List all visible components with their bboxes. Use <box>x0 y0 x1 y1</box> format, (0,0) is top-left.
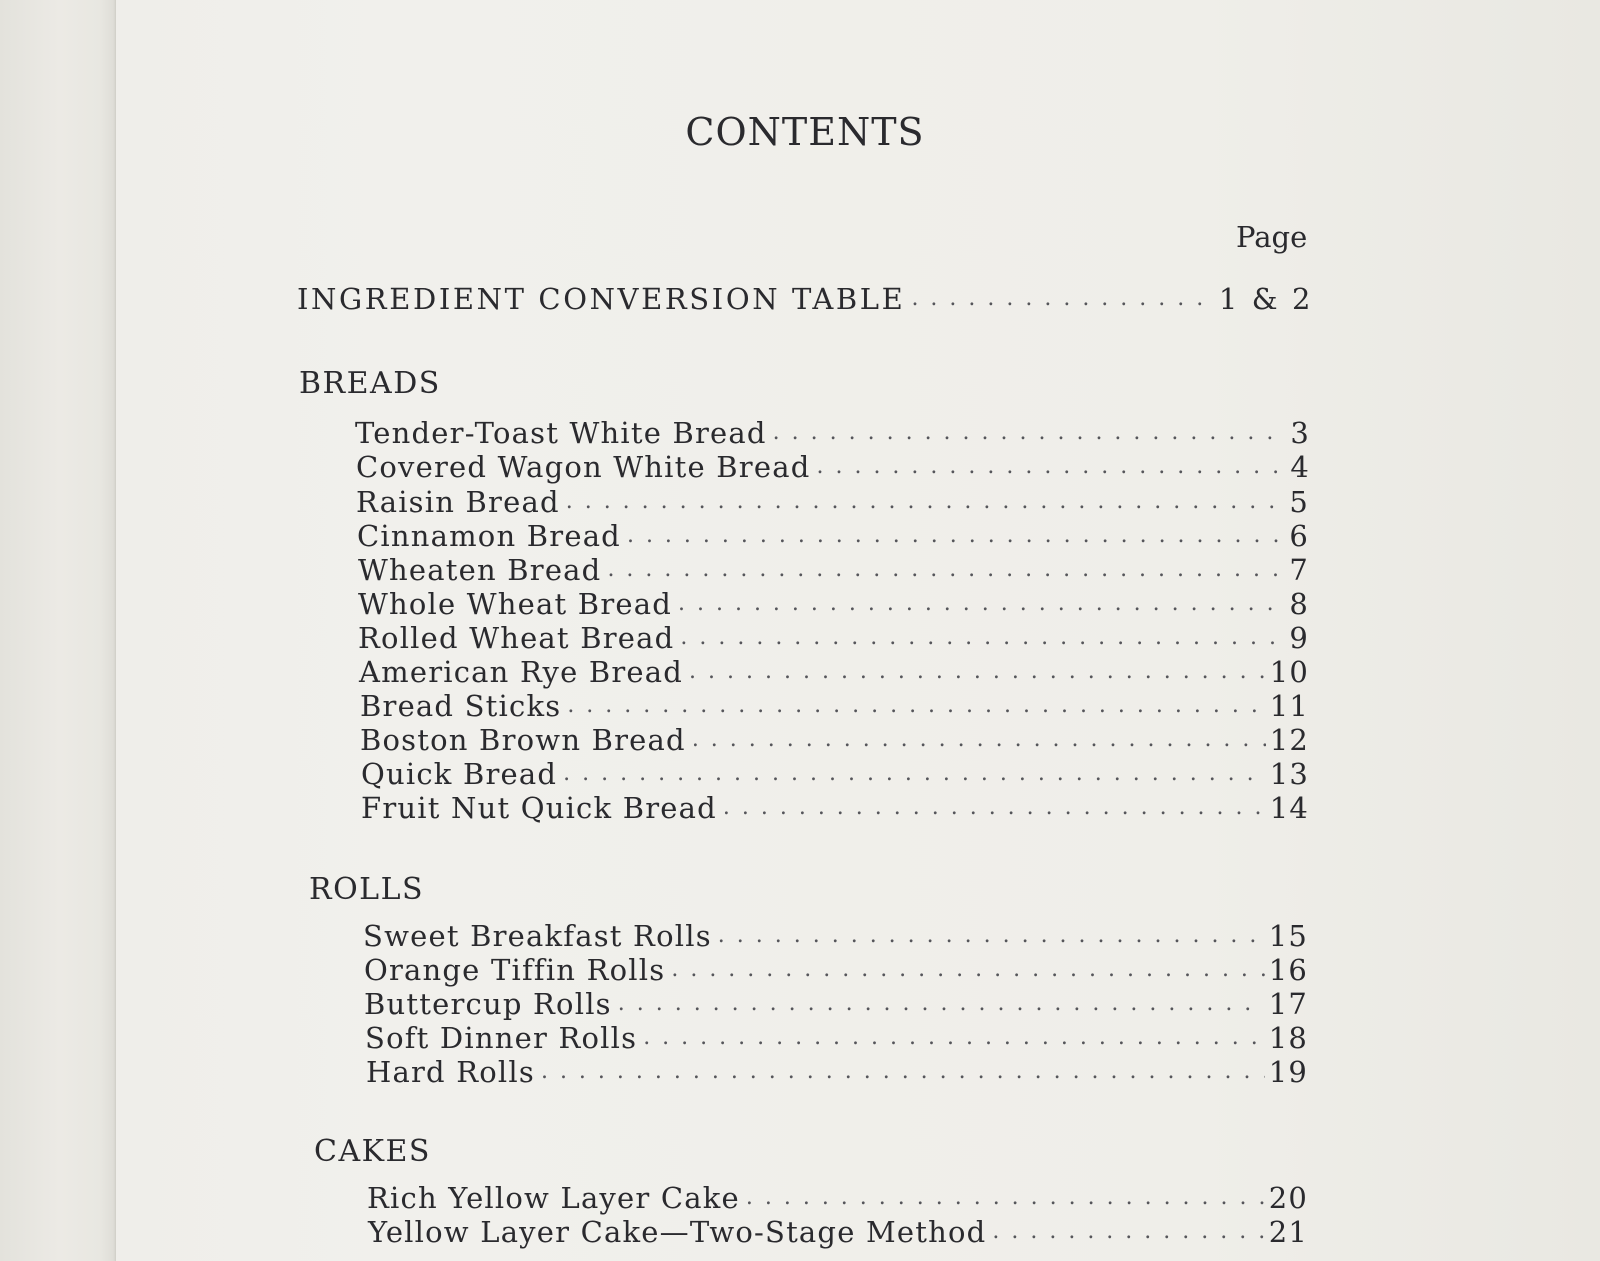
toc-entry-label: Whole Wheat Bread <box>358 587 672 621</box>
toc-entry-label: Raisin Bread <box>356 485 560 519</box>
dot-leader <box>689 655 1266 689</box>
section-heading-breads: BREADS <box>299 366 441 401</box>
toc-entry-page: 21 <box>1268 1215 1308 1249</box>
dot-leader <box>911 282 1214 316</box>
toc-entry-label: Yellow Layer Cake—Two-Stage Method <box>368 1215 987 1249</box>
toc-entry-page: 13 <box>1269 757 1309 791</box>
toc-entry-label: Covered Wagon White Bread <box>356 450 811 484</box>
toc-entry-label: Cinnamon Bread <box>357 519 621 553</box>
toc-entry-page: 6 <box>1289 519 1309 553</box>
toc-entry <box>358 621 1309 655</box>
toc-entry-page: 10 <box>1269 655 1309 689</box>
toc-entry-page: 7 <box>1289 553 1309 587</box>
toc-entry-label: Sweet Breakfast Rolls <box>363 919 712 953</box>
toc-entry <box>355 416 1310 450</box>
section-heading-cakes: CAKES <box>314 1134 431 1169</box>
toc-entry <box>367 1181 1308 1215</box>
toc-entry-page: 17 <box>1268 987 1308 1021</box>
toc-entry-label: Quick Bread <box>361 757 558 791</box>
toc-entry-label: Boston Brown Bread <box>360 723 686 757</box>
toc-entry-page: 15 <box>1268 919 1308 953</box>
toc-entry-page: 3 <box>1290 416 1310 450</box>
dot-leader <box>992 1215 1264 1249</box>
toc-entry-label: Buttercup Rolls <box>364 987 612 1021</box>
dot-leader <box>541 1055 1265 1089</box>
toc-entry <box>368 1215 1308 1249</box>
toc-entry-label: Wheaten Bread <box>358 553 602 587</box>
toc-entry-conversion-table <box>297 282 1313 316</box>
section-heading-rolls: ROLLS <box>309 872 425 907</box>
dot-leader <box>718 919 1265 953</box>
toc-entry-label: Orange Tiffin Rolls <box>364 953 666 987</box>
toc-entry <box>357 519 1309 553</box>
toc-entry-page: 9 <box>1289 621 1309 655</box>
toc-entry <box>364 987 1308 1021</box>
toc-entry-page: 4 <box>1290 450 1310 484</box>
toc-entry-label: Fruit Nut Quick Bread <box>361 791 717 825</box>
toc-entry-page: 18 <box>1268 1021 1308 1055</box>
toc-entry <box>366 1055 1308 1089</box>
toc-entry <box>360 689 1309 723</box>
dot-leader <box>746 1181 1265 1215</box>
toc-entry-page: 1 & 2 <box>1218 282 1313 316</box>
dot-leader <box>643 1021 1265 1055</box>
toc-entry-label: Tender-Toast White Bread <box>355 416 767 450</box>
toc-entry <box>361 757 1309 791</box>
toc-entry <box>359 655 1309 689</box>
toc-entry-label: INGREDIENT CONVERSION TABLE <box>297 282 906 316</box>
dot-leader <box>692 723 1266 757</box>
dot-leader <box>816 450 1286 484</box>
toc-entry-label: American Rye Bread <box>359 655 684 689</box>
toc-entry-page: 20 <box>1268 1181 1308 1215</box>
toc-entry-page: 11 <box>1269 689 1309 723</box>
dot-leader <box>607 553 1285 587</box>
dot-leader <box>680 621 1285 655</box>
toc-entry-label: Rolled Wheat Bread <box>358 621 675 655</box>
page-column-label: Page <box>1236 220 1308 254</box>
dot-leader <box>671 953 1264 987</box>
dot-leader <box>618 987 1265 1021</box>
dot-leader <box>723 791 1266 825</box>
toc-entry-page: 14 <box>1269 791 1309 825</box>
toc-entry <box>360 723 1309 757</box>
toc-entry <box>358 553 1309 587</box>
dot-leader <box>773 416 1287 450</box>
toc-entry-label: Soft Dinner Rolls <box>365 1021 638 1055</box>
dot-leader <box>627 519 1285 553</box>
dot-leader <box>678 587 1285 621</box>
toc-entry-label: Rich Yellow Layer Cake <box>367 1181 740 1215</box>
toc-entry <box>363 919 1308 953</box>
toc-entry-page: 19 <box>1268 1055 1308 1089</box>
page-title: CONTENTS <box>685 110 925 154</box>
toc-entry <box>356 485 1309 519</box>
dot-leader <box>567 689 1265 723</box>
toc-entry-page: 8 <box>1289 587 1309 621</box>
toc-entry-page: 16 <box>1268 953 1308 987</box>
toc-entry <box>358 587 1309 621</box>
toc-entry-label: Hard Rolls <box>366 1055 535 1089</box>
toc-entry <box>361 791 1309 825</box>
toc-entry <box>356 450 1310 484</box>
dot-leader <box>566 485 1286 519</box>
toc-entry-label: Bread Sticks <box>360 689 562 723</box>
toc-entry-page: 12 <box>1269 723 1309 757</box>
dot-leader <box>563 757 1266 791</box>
book-gutter <box>0 0 116 1261</box>
toc-entry <box>365 1021 1308 1055</box>
toc-entry-page: 5 <box>1289 485 1309 519</box>
toc-entry <box>364 953 1308 987</box>
